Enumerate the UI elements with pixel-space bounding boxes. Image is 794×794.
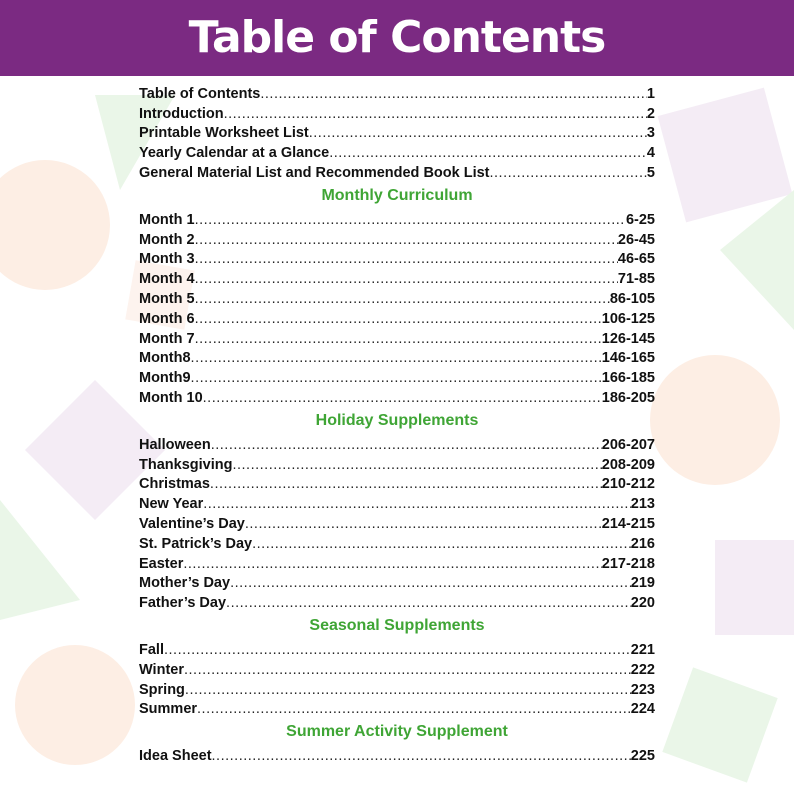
- entry-label: St. Patrick’s Day: [139, 535, 253, 552]
- title-banner: [0, 0, 794, 76]
- toc-entry[interactable]: [139, 572, 655, 592]
- leader-dots: [185, 682, 631, 698]
- toc-entry[interactable]: [139, 638, 655, 658]
- bg-circle: [15, 645, 135, 765]
- toc-entry[interactable]: [139, 433, 655, 453]
- entry-page: 213: [630, 496, 655, 513]
- holiday-list: [139, 433, 655, 611]
- toc-entry[interactable]: [139, 248, 655, 268]
- entry-label: Idea Sheet: [139, 748, 212, 765]
- leader-dots: [195, 271, 618, 287]
- entry-label: Easter: [139, 555, 184, 572]
- entry-page: 216: [630, 535, 655, 552]
- leader-dots: [212, 748, 631, 764]
- leader-dots: [164, 642, 631, 658]
- entry-label: Thanksgiving: [139, 456, 233, 473]
- leader-dots: [260, 86, 647, 102]
- leader-dots: [195, 311, 602, 327]
- entry-page: 26-45: [617, 231, 655, 248]
- entry-page: 206-207: [601, 436, 655, 453]
- table-of-contents: [139, 82, 655, 764]
- toc-entry[interactable]: [139, 228, 655, 248]
- entry-page: 221: [630, 641, 655, 658]
- leader-dots: [197, 701, 631, 717]
- leader-dots: [224, 106, 647, 122]
- entry-label: Winter: [139, 661, 184, 678]
- entry-label: Table of Contents: [139, 85, 261, 102]
- leader-dots: [203, 390, 602, 406]
- monthly-list: [139, 208, 655, 406]
- leader-dots: [329, 145, 647, 161]
- section-heading-seasonal: Seasonal Supplements: [309, 617, 485, 635]
- entry-page: 222: [630, 661, 655, 678]
- bg-square: [658, 88, 793, 223]
- leader-dots: [191, 370, 602, 386]
- toc-entry[interactable]: [139, 512, 655, 532]
- leader-dots: [252, 536, 631, 552]
- toc-entry[interactable]: [139, 658, 655, 678]
- toc-entry[interactable]: [139, 82, 655, 102]
- toc-entry[interactable]: [139, 386, 655, 406]
- entry-page: 225: [630, 748, 655, 765]
- entry-page: 208-209: [601, 456, 655, 473]
- toc-entry[interactable]: [139, 453, 655, 473]
- entry-page: 46-65: [617, 251, 655, 268]
- entry-page: 186-205: [601, 389, 655, 406]
- leader-dots: [195, 212, 626, 228]
- entry-label: Spring: [139, 681, 185, 698]
- entry-label: Month 3: [139, 251, 195, 268]
- leader-dots: [211, 437, 602, 453]
- toc-entry[interactable]: [139, 307, 655, 327]
- entry-page: 126-145: [601, 330, 655, 347]
- entry-page: 4: [646, 145, 655, 162]
- entry-page: 224: [630, 701, 655, 718]
- leader-dots: [490, 165, 647, 181]
- entry-label: Valentine’s Day: [139, 515, 245, 532]
- entry-label: Month9: [139, 370, 191, 387]
- leader-dots: [195, 232, 618, 248]
- entry-page: 6-25: [625, 211, 655, 228]
- entry-page: 220: [630, 595, 655, 612]
- entry-label: Fall: [139, 641, 164, 658]
- leader-dots: [203, 496, 631, 512]
- leader-dots: [195, 331, 602, 347]
- leader-dots: [230, 575, 631, 591]
- page-title: Table of Contents: [188, 12, 606, 63]
- entry-label: Introduction: [139, 105, 224, 122]
- toc-entry[interactable]: [139, 161, 655, 181]
- toc-entry[interactable]: [139, 678, 655, 698]
- entry-label: Month 6: [139, 310, 195, 327]
- toc-entry[interactable]: [139, 473, 655, 493]
- toc-entry[interactable]: [139, 287, 655, 307]
- entry-label: Yearly Calendar at a Glance: [139, 145, 330, 162]
- toc-entry[interactable]: [139, 492, 655, 512]
- toc-entry[interactable]: [139, 102, 655, 122]
- leader-dots: [309, 125, 647, 141]
- entry-label: Mother’s Day: [139, 575, 231, 592]
- entry-label: Month 5: [139, 290, 195, 307]
- entry-label: Month 4: [139, 271, 195, 288]
- entry-label: Christmas: [139, 476, 210, 493]
- leader-dots: [183, 556, 601, 572]
- summer-list: [139, 744, 655, 764]
- entry-page: 223: [630, 681, 655, 698]
- entry-label: General Material List and Recommended Book List: [139, 164, 490, 181]
- entry-label: Month 7: [139, 330, 195, 347]
- entry-label: Month 1: [139, 211, 195, 228]
- entry-label: New Year: [139, 496, 204, 513]
- toc-entry[interactable]: [139, 267, 655, 287]
- entry-label: Month 10: [139, 389, 203, 406]
- entry-label: Father’s Day: [139, 595, 227, 612]
- entry-page: 146-165: [601, 350, 655, 367]
- leader-dots: [184, 662, 631, 678]
- entry-page: 210-212: [601, 476, 655, 493]
- bg-square: [662, 667, 777, 782]
- entry-label: Halloween: [139, 436, 211, 453]
- toc-entry[interactable]: [139, 552, 655, 572]
- bg-circle: [0, 160, 110, 290]
- leader-dots: [195, 251, 618, 267]
- seasonal-list: [139, 638, 655, 717]
- entry-label: Month 2: [139, 231, 195, 248]
- bg-square: [715, 540, 794, 635]
- entry-page: 214-215: [601, 515, 655, 532]
- bg-triangle: [720, 190, 794, 330]
- leader-dots: [232, 457, 601, 473]
- entry-label: Printable Worksheet List: [139, 125, 309, 142]
- toc-entry[interactable]: [139, 591, 655, 611]
- entry-page: 217-218: [601, 555, 655, 572]
- entry-label: Month8: [139, 350, 191, 367]
- toc-entry[interactable]: [139, 141, 655, 161]
- leader-dots: [195, 291, 610, 307]
- leader-dots: [226, 595, 631, 611]
- section-heading-monthly: Monthly Curriculum: [321, 186, 473, 204]
- toc-entry[interactable]: [139, 208, 655, 228]
- entry-page: 3: [646, 125, 655, 142]
- entry-page: 166-185: [601, 370, 655, 387]
- entry-page: 5: [646, 164, 655, 181]
- entry-page: 219: [630, 575, 655, 592]
- toc-entry[interactable]: [139, 532, 655, 552]
- section-heading-holiday: Holiday Supplements: [315, 411, 479, 429]
- leader-dots: [245, 516, 602, 532]
- intro-list: [139, 82, 655, 181]
- leader-dots: [191, 350, 602, 366]
- toc-entry[interactable]: [139, 744, 655, 764]
- entry-label: Summer: [139, 701, 198, 718]
- leader-dots: [210, 476, 602, 492]
- toc-entry[interactable]: [139, 698, 655, 718]
- entry-page: 1: [646, 85, 655, 102]
- section-heading-summer: Summer Activity Supplement: [286, 723, 508, 741]
- entry-page: 106-125: [601, 310, 655, 327]
- bg-triangle: [0, 500, 80, 620]
- toc-entry[interactable]: [139, 366, 655, 386]
- bg-circle: [650, 355, 780, 485]
- entry-page: 86-105: [609, 290, 655, 307]
- toc-entry[interactable]: [139, 327, 655, 347]
- toc-entry[interactable]: [139, 347, 655, 367]
- entry-page: 2: [646, 105, 655, 122]
- toc-entry[interactable]: [139, 122, 655, 142]
- entry-page: 71-85: [617, 271, 655, 288]
